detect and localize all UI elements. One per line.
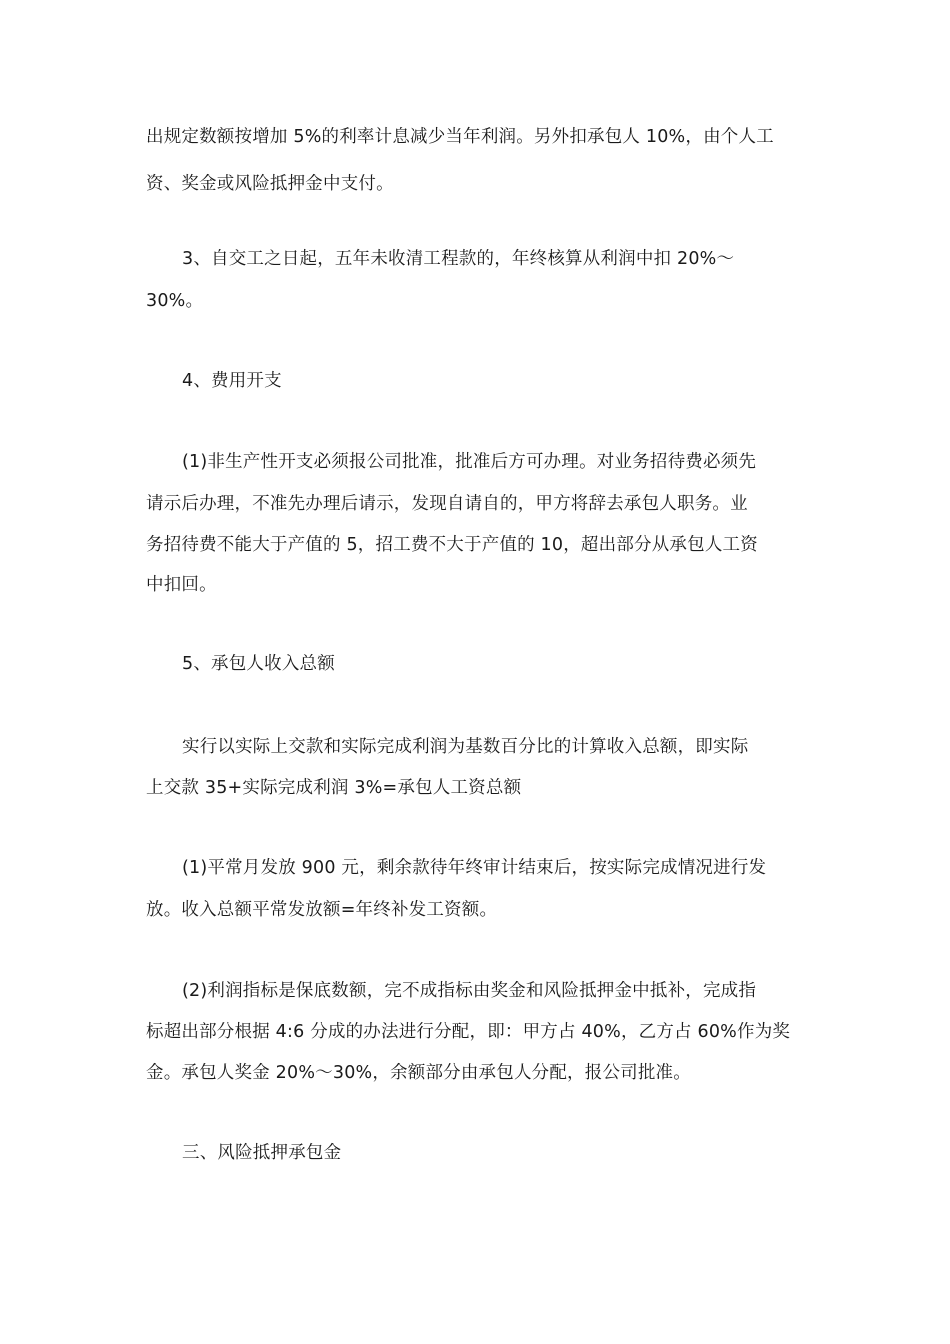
- paragraph-line: 30%。: [146, 291, 204, 311]
- section-heading: 5、承包人收入总额: [182, 654, 335, 674]
- paragraph-line: 出规定数额按增加 5%的利率计息减少当年利润。另外扣承包人 10%，由个人工: [146, 127, 774, 147]
- paragraph-line: (2)利润指标是保底数额，完不成指标由奖金和风险抵押金中抵补，完成指: [182, 981, 757, 1001]
- paragraph-line: 实行以实际上交款和实际完成利润为基数百分比的计算收入总额，即实际: [182, 737, 749, 757]
- paragraph-line: 请示后办理，不准先办理后请示，发现自请自的，甲方将辞去承包人职务。业: [146, 494, 748, 514]
- paragraph-line: 金。承包人奖金 20%～30%，余额部分由承包人分配，报公司批准。: [146, 1063, 691, 1083]
- paragraph-line: 务招待费不能大于产值的 5，招工费不大于产值的 10，超出部分从承包人工资: [146, 535, 758, 555]
- paragraph-line: (1)平常月发放 900 元，剩余款待年终审计结束后，按实际完成情况进行发: [182, 858, 767, 878]
- section-heading: 三、风险抵押承包金: [182, 1143, 342, 1163]
- paragraph-line: 中扣回。: [146, 575, 217, 595]
- paragraph-line: 3、自交工之日起，五年未收清工程款的，年终核算从利润中扣 20%～: [182, 249, 735, 269]
- paragraph-line: 标超出部分根据 4:6 分成的办法进行分配，即：甲方占 40%，乙方占 60%作为奖: [146, 1022, 791, 1042]
- paragraph-line: 放。收入总额平常发放额=年终补发工资额。: [146, 900, 498, 920]
- section-heading: 4、费用开支: [182, 371, 282, 391]
- paragraph-line: 上交款 35+实际完成利润 3%=承包人工资总额: [146, 778, 522, 798]
- paragraph-line: 资、奖金或风险抵押金中支付。: [146, 174, 394, 194]
- paragraph-line: (1)非生产性开支必须报公司批准，批准后方可办理。对业务招待费必须先: [182, 452, 757, 472]
